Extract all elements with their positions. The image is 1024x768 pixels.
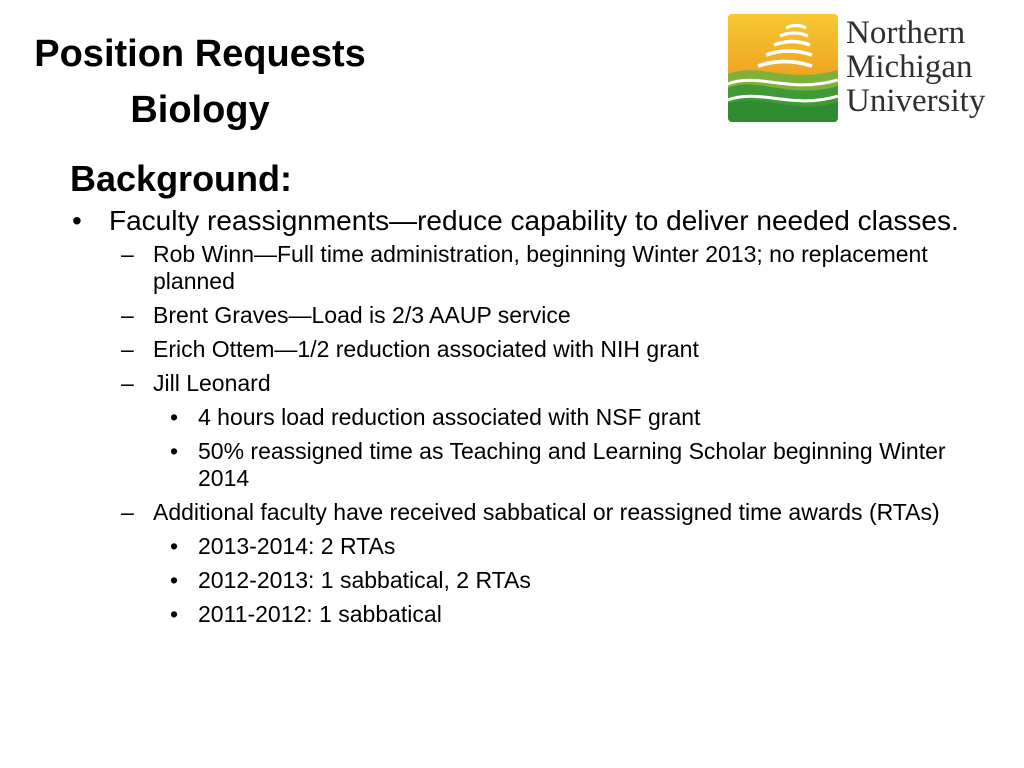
list-item [153, 404, 970, 431]
bullet-marker: • [170, 601, 179, 627]
list-item [109, 302, 970, 329]
list-item-text: 2012-2013: 1 sabbatical, 2 RTAs [198, 567, 531, 593]
university-logo [728, 14, 1008, 126]
list-item-text: 2013-2014: 2 RTAs [198, 533, 396, 559]
bullet-marker: • [72, 205, 82, 236]
list-item-text: 50% reassigned time as Teaching and Learning Scholar beginning Winter 2014 [198, 438, 946, 491]
dash-marker: – [121, 336, 134, 362]
list-item-text: Brent Graves—Load is 2/3 AAUP service [153, 302, 571, 328]
bullet-marker: • [170, 438, 179, 464]
slide-title [10, 26, 390, 138]
sub-list [109, 241, 970, 628]
list-item-text: Faculty reassignments—reduce capability to deliver needed classes. [109, 205, 959, 236]
slide-body [70, 156, 970, 635]
list-item [109, 336, 970, 363]
list-item [70, 204, 970, 628]
sub-sub-list [153, 404, 970, 492]
list-item [109, 241, 970, 295]
list-item [153, 567, 970, 594]
slide-title-line2: Biology [130, 89, 270, 131]
university-logo-mark [728, 14, 838, 122]
list-item-text: Additional faculty have received sabbatical or reassigned time awards (RTAs) [153, 499, 940, 525]
logo-line1: Northern [846, 15, 966, 51]
list-item [153, 533, 970, 560]
university-logo-wordmark [846, 16, 985, 118]
list-item-text: 2011-2012: 1 sabbatical [198, 601, 442, 627]
list-item-text: 4 hours load reduction associated with NSF grant [198, 404, 701, 430]
bullet-marker: • [170, 533, 179, 559]
list-item-text: Rob Winn—Full time administration, beginning Winter 2013; no replacement planned [153, 241, 928, 294]
section-heading: Background: [70, 158, 293, 199]
dash-marker: – [121, 302, 134, 328]
bullet-marker: • [170, 567, 179, 593]
bullet-list [70, 204, 970, 628]
dash-marker: – [121, 499, 134, 525]
logo-line2: Michigan [846, 49, 973, 85]
list-item [153, 438, 970, 492]
sub-sub-list [153, 533, 970, 628]
list-item [109, 499, 970, 628]
list-item-text: Jill Leonard [153, 370, 271, 396]
dash-marker: – [121, 370, 134, 396]
list-item [109, 370, 970, 492]
bullet-marker: • [170, 404, 179, 430]
list-item-text: Erich Ottem—1/2 reduction associated with NIH grant [153, 336, 699, 362]
logo-line3: University [846, 83, 986, 119]
dash-marker: – [121, 241, 134, 267]
list-item [153, 601, 970, 628]
slide-title-line1: Position Requests [34, 33, 366, 75]
